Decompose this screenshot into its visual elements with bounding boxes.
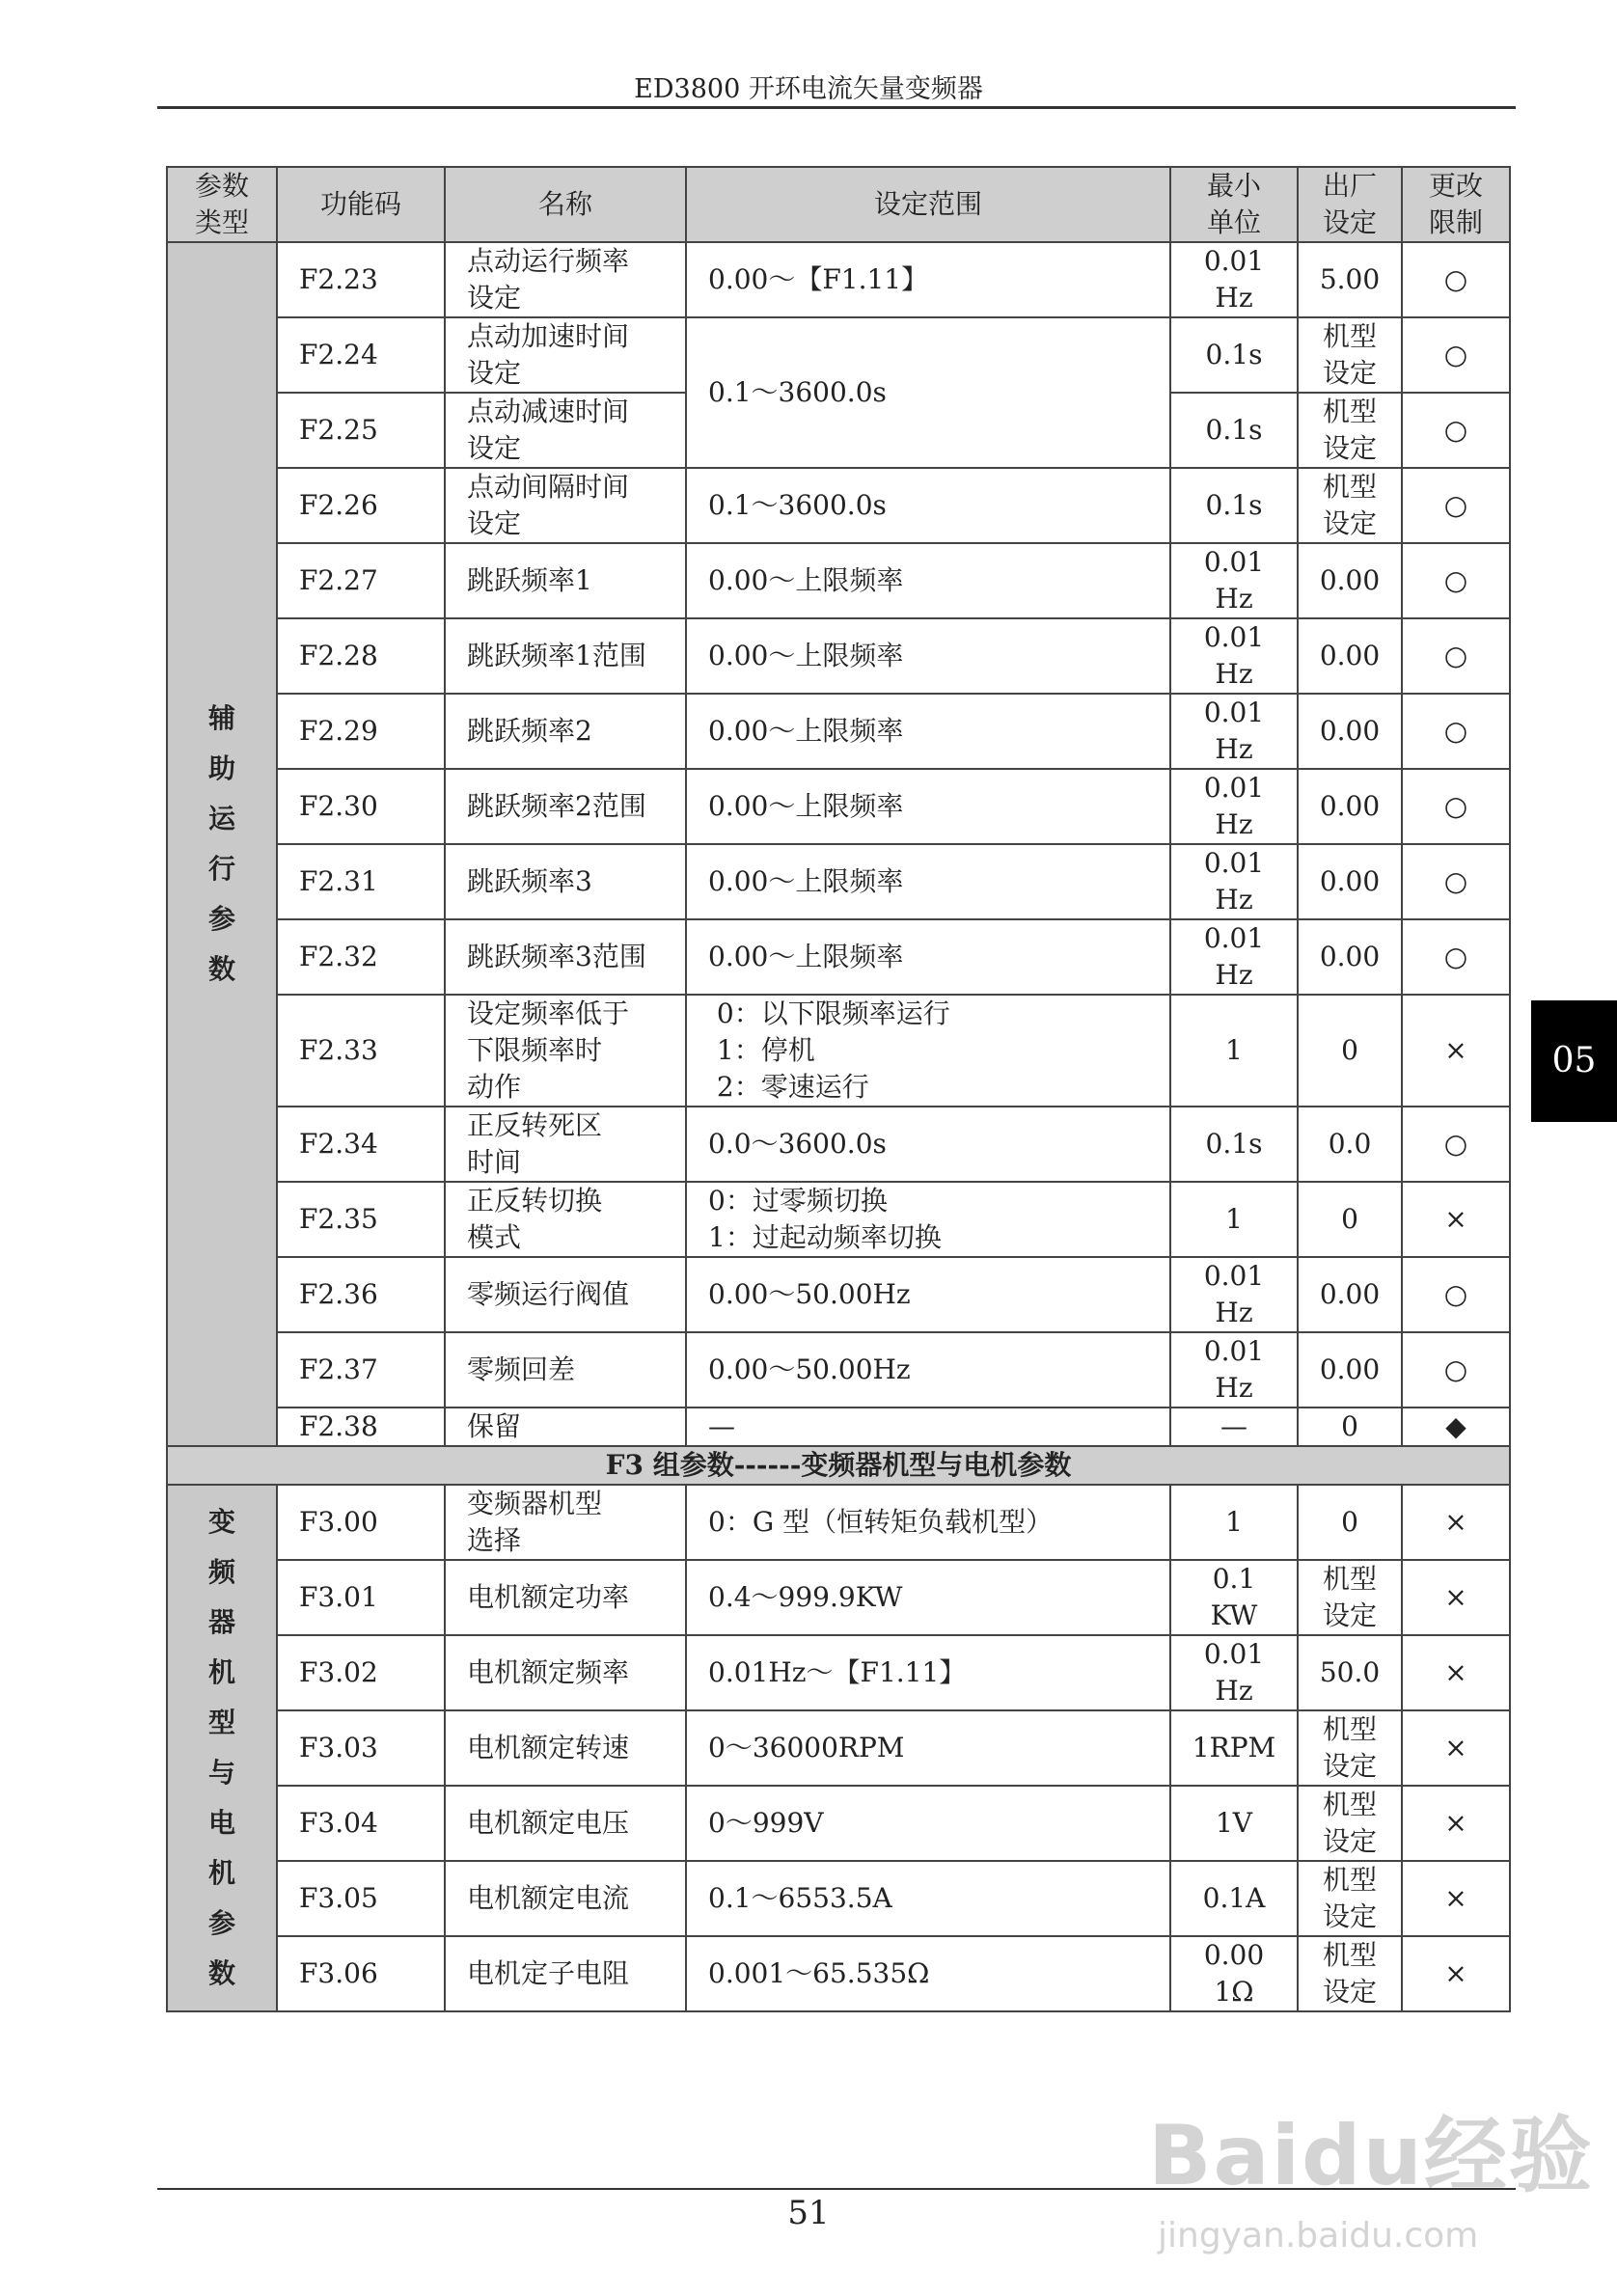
min-unit: 0.00 1Ω [1170, 1936, 1298, 2011]
param-name: 点动加速时间 设定 [445, 317, 686, 393]
param-name: 保留 [445, 1408, 686, 1446]
change-limit: ○ [1402, 618, 1510, 694]
min-unit: 1V [1170, 1786, 1298, 1861]
factory-default: 0.00 [1298, 769, 1402, 844]
setting-range: 0.1～6553.5A [686, 1861, 1170, 1936]
change-limit: × [1402, 1936, 1510, 2011]
table-row [167, 1560, 1510, 1635]
change-limit: ○ [1402, 393, 1510, 468]
param-name: 跳跃频率1 [445, 543, 686, 618]
setting-range: 0.01Hz～【F1.11】 [686, 1635, 1170, 1710]
function-code: F2.32 [277, 919, 445, 995]
param-name: 跳跃频率3 [445, 844, 686, 919]
min-unit: 1RPM [1170, 1710, 1298, 1786]
chapter-tab: 05 [1531, 1000, 1617, 1122]
parameter-table [166, 166, 1511, 2012]
factory-default: 机型 设定 [1298, 1710, 1402, 1786]
table-row [167, 1257, 1510, 1332]
watermark-url: jingyan.baidu.com [1158, 2216, 1479, 2255]
table-row [167, 1710, 1510, 1786]
setting-range: 0.00～上限频率 [686, 543, 1170, 618]
function-code: F3.00 [277, 1485, 445, 1560]
table-row [167, 919, 1510, 995]
min-unit: 0.1s [1170, 468, 1298, 543]
min-unit: 0.01 Hz [1170, 1635, 1298, 1710]
function-code: F2.31 [277, 844, 445, 919]
factory-default: 0 [1298, 1408, 1402, 1446]
setting-range: 0.00～50.00Hz [686, 1332, 1170, 1408]
min-unit: 0.01 Hz [1170, 1257, 1298, 1332]
change-limit: × [1402, 1786, 1510, 1861]
change-limit: × [1402, 1182, 1510, 1257]
param-name: 变频器机型 选择 [445, 1485, 686, 1560]
function-code: F2.25 [277, 393, 445, 468]
group-label-drive-motor-params: 变 频 器 机 型 与 电 机 参 数 [167, 1485, 277, 2011]
param-name: 点动间隔时间 设定 [445, 468, 686, 543]
min-unit: 1 [1170, 1182, 1298, 1257]
setting-range: 0.00～上限频率 [686, 769, 1170, 844]
factory-default: 0.00 [1298, 618, 1402, 694]
table-row [167, 543, 1510, 618]
factory-default: 0 [1298, 1485, 1402, 1560]
function-code: F2.23 [277, 242, 445, 317]
page-number: 51 [787, 2194, 830, 2232]
change-limit: × [1402, 995, 1510, 1107]
table-row [167, 995, 1510, 1107]
page-header-title: ED3800 开环电流矢量变频器 [634, 74, 983, 104]
min-unit: 0.1s [1170, 393, 1298, 468]
col-factory-default-header: 出厂 设定 [1298, 167, 1402, 242]
function-code: F3.06 [277, 1936, 445, 2011]
factory-default: 机型 设定 [1298, 468, 1402, 543]
function-code: F2.30 [277, 769, 445, 844]
table-row [167, 1182, 1510, 1257]
min-unit: 0.01 Hz [1170, 769, 1298, 844]
factory-default: 0.00 [1298, 1332, 1402, 1408]
function-code: F2.38 [277, 1408, 445, 1446]
table-row [167, 1861, 1510, 1936]
factory-default: 机型 设定 [1298, 317, 1402, 393]
function-code: F3.04 [277, 1786, 445, 1861]
setting-range: 0.00～上限频率 [686, 694, 1170, 769]
setting-range: 0.001～65.535Ω [686, 1936, 1170, 2011]
setting-range: 0.1～3600.0s [686, 468, 1170, 543]
min-unit: 0.1 KW [1170, 1560, 1298, 1635]
min-unit: 0.01 Hz [1170, 543, 1298, 618]
table-row [167, 618, 1510, 694]
setting-range: 0.00～上限频率 [686, 618, 1170, 694]
min-unit: 0.01 Hz [1170, 844, 1298, 919]
setting-range: 0.00～上限频率 [686, 919, 1170, 995]
table-row [167, 468, 1510, 543]
min-unit: 0.1s [1170, 1107, 1298, 1182]
min-unit: 1 [1170, 995, 1298, 1107]
change-limit: × [1402, 1560, 1510, 1635]
change-limit: × [1402, 1635, 1510, 1710]
watermark-logo: Baidu经验 [1148, 2108, 1594, 2204]
setting-range: 0.00～上限频率 [686, 844, 1170, 919]
function-code: F3.02 [277, 1635, 445, 1710]
change-limit: ○ [1402, 317, 1510, 393]
min-unit: 0.01 Hz [1170, 242, 1298, 317]
change-limit: ○ [1402, 468, 1510, 543]
table-row [167, 844, 1510, 919]
param-name: 跳跃频率2范围 [445, 769, 686, 844]
col-param-type-header: 参数 类型 [167, 167, 277, 242]
function-code: F3.01 [277, 1560, 445, 1635]
setting-range: 0：G 型（恒转矩负载机型） [686, 1485, 1170, 1560]
factory-default: 0.00 [1298, 919, 1402, 995]
param-name: 电机额定转速 [445, 1710, 686, 1786]
table-header-row [167, 167, 1510, 242]
change-limit: ○ [1402, 1107, 1510, 1182]
table-row [167, 1485, 1510, 1560]
factory-default: 0.0 [1298, 1107, 1402, 1182]
change-limit: ○ [1402, 1257, 1510, 1332]
header-rule [157, 106, 1516, 109]
change-limit: × [1402, 1485, 1510, 1560]
min-unit: 0.1s [1170, 317, 1298, 393]
param-name: 正反转死区 时间 [445, 1107, 686, 1182]
table-row [167, 1635, 1510, 1710]
setting-range: 0.00～【F1.11】 [686, 242, 1170, 317]
factory-default: 0 [1298, 1182, 1402, 1257]
col-min-unit-header: 最小 单位 [1170, 167, 1298, 242]
min-unit: 0.01 Hz [1170, 694, 1298, 769]
change-limit: ○ [1402, 543, 1510, 618]
change-limit: × [1402, 1861, 1510, 1936]
param-name: 电机额定频率 [445, 1635, 686, 1710]
min-unit: 0.01 Hz [1170, 919, 1298, 995]
param-name: 电机额定电压 [445, 1786, 686, 1861]
change-limit: ○ [1402, 844, 1510, 919]
table-row [167, 317, 1510, 393]
setting-range: 0.1～3600.0s [686, 317, 1170, 468]
factory-default: 5.00 [1298, 242, 1402, 317]
function-code: F2.36 [277, 1257, 445, 1332]
table-row [167, 242, 1510, 317]
min-unit: 0.1A [1170, 1861, 1298, 1936]
table-row [167, 769, 1510, 844]
change-limit: ◆ [1402, 1408, 1510, 1446]
factory-default: 0.00 [1298, 1257, 1402, 1332]
param-name: 跳跃频率3范围 [445, 919, 686, 995]
change-limit: ○ [1402, 1332, 1510, 1408]
function-code: F2.34 [277, 1107, 445, 1182]
col-name-header: 名称 [445, 167, 686, 242]
table-row [167, 1408, 1510, 1446]
param-name: 设定频率低于 下限频率时 动作 [445, 995, 686, 1107]
col-change-limit-header: 更改 限制 [1402, 167, 1510, 242]
function-code: F2.28 [277, 618, 445, 694]
factory-default: 机型 设定 [1298, 1861, 1402, 1936]
min-unit: 0.01 Hz [1170, 1332, 1298, 1408]
min-unit: 0.01 Hz [1170, 618, 1298, 694]
factory-default: 0 [1298, 995, 1402, 1107]
baidu-watermark [1148, 2089, 1594, 2255]
setting-range: 0：以下限频率运行 1：停机 2：零速运行 [686, 995, 1170, 1107]
function-code: F2.26 [277, 468, 445, 543]
factory-default: 机型 设定 [1298, 1560, 1402, 1635]
param-name: 零频运行阀值 [445, 1257, 686, 1332]
factory-default: 0.00 [1298, 694, 1402, 769]
table-row [167, 1107, 1510, 1182]
setting-range: 0：过零频切换 1：过起动频率切换 [686, 1182, 1170, 1257]
factory-default: 机型 设定 [1298, 393, 1402, 468]
section-header-row [167, 1446, 1510, 1485]
table-row [167, 694, 1510, 769]
factory-default: 机型 设定 [1298, 1936, 1402, 2011]
setting-range: — [686, 1408, 1170, 1446]
param-name: 点动减速时间 设定 [445, 393, 686, 468]
function-code: F2.37 [277, 1332, 445, 1408]
param-name: 电机定子电阻 [445, 1936, 686, 2011]
param-name: 正反转切换 模式 [445, 1182, 686, 1257]
function-code: F2.29 [277, 694, 445, 769]
setting-range: 0.4～999.9KW [686, 1560, 1170, 1635]
param-name: 跳跃频率1范围 [445, 618, 686, 694]
factory-default: 0.00 [1298, 543, 1402, 618]
param-name: 电机额定功率 [445, 1560, 686, 1635]
factory-default: 机型 设定 [1298, 1786, 1402, 1861]
col-function-code-header: 功能码 [277, 167, 445, 242]
param-name: 跳跃频率2 [445, 694, 686, 769]
min-unit: 1 [1170, 1485, 1298, 1560]
change-limit: ○ [1402, 242, 1510, 317]
change-limit: ○ [1402, 694, 1510, 769]
function-code: F2.24 [277, 317, 445, 393]
change-limit: ○ [1402, 919, 1510, 995]
min-unit: — [1170, 1408, 1298, 1446]
section-title-f3: F3 组参数------变频器机型与电机参数 [167, 1446, 1510, 1485]
factory-default: 0.00 [1298, 844, 1402, 919]
setting-range: 0.0～3600.0s [686, 1107, 1170, 1182]
factory-default: 50.0 [1298, 1635, 1402, 1710]
table-row [167, 1332, 1510, 1408]
change-limit: ○ [1402, 769, 1510, 844]
function-code: F3.05 [277, 1861, 445, 1936]
setting-range: 0.00～50.00Hz [686, 1257, 1170, 1332]
group-label-aux-run-params: 辅 助 运 行 参 数 [167, 242, 277, 1446]
setting-range: 0～36000RPM [686, 1710, 1170, 1786]
change-limit: × [1402, 1710, 1510, 1786]
param-name: 点动运行频率 设定 [445, 242, 686, 317]
param-name: 电机额定电流 [445, 1861, 686, 1936]
table-row [167, 1786, 1510, 1861]
col-setting-range-header: 设定范围 [686, 167, 1170, 242]
table-row [167, 1936, 1510, 2011]
param-name: 零频回差 [445, 1332, 686, 1408]
function-code: F2.35 [277, 1182, 445, 1257]
setting-range: 0～999V [686, 1786, 1170, 1861]
function-code: F2.27 [277, 543, 445, 618]
function-code: F3.03 [277, 1710, 445, 1786]
function-code: F2.33 [277, 995, 445, 1107]
